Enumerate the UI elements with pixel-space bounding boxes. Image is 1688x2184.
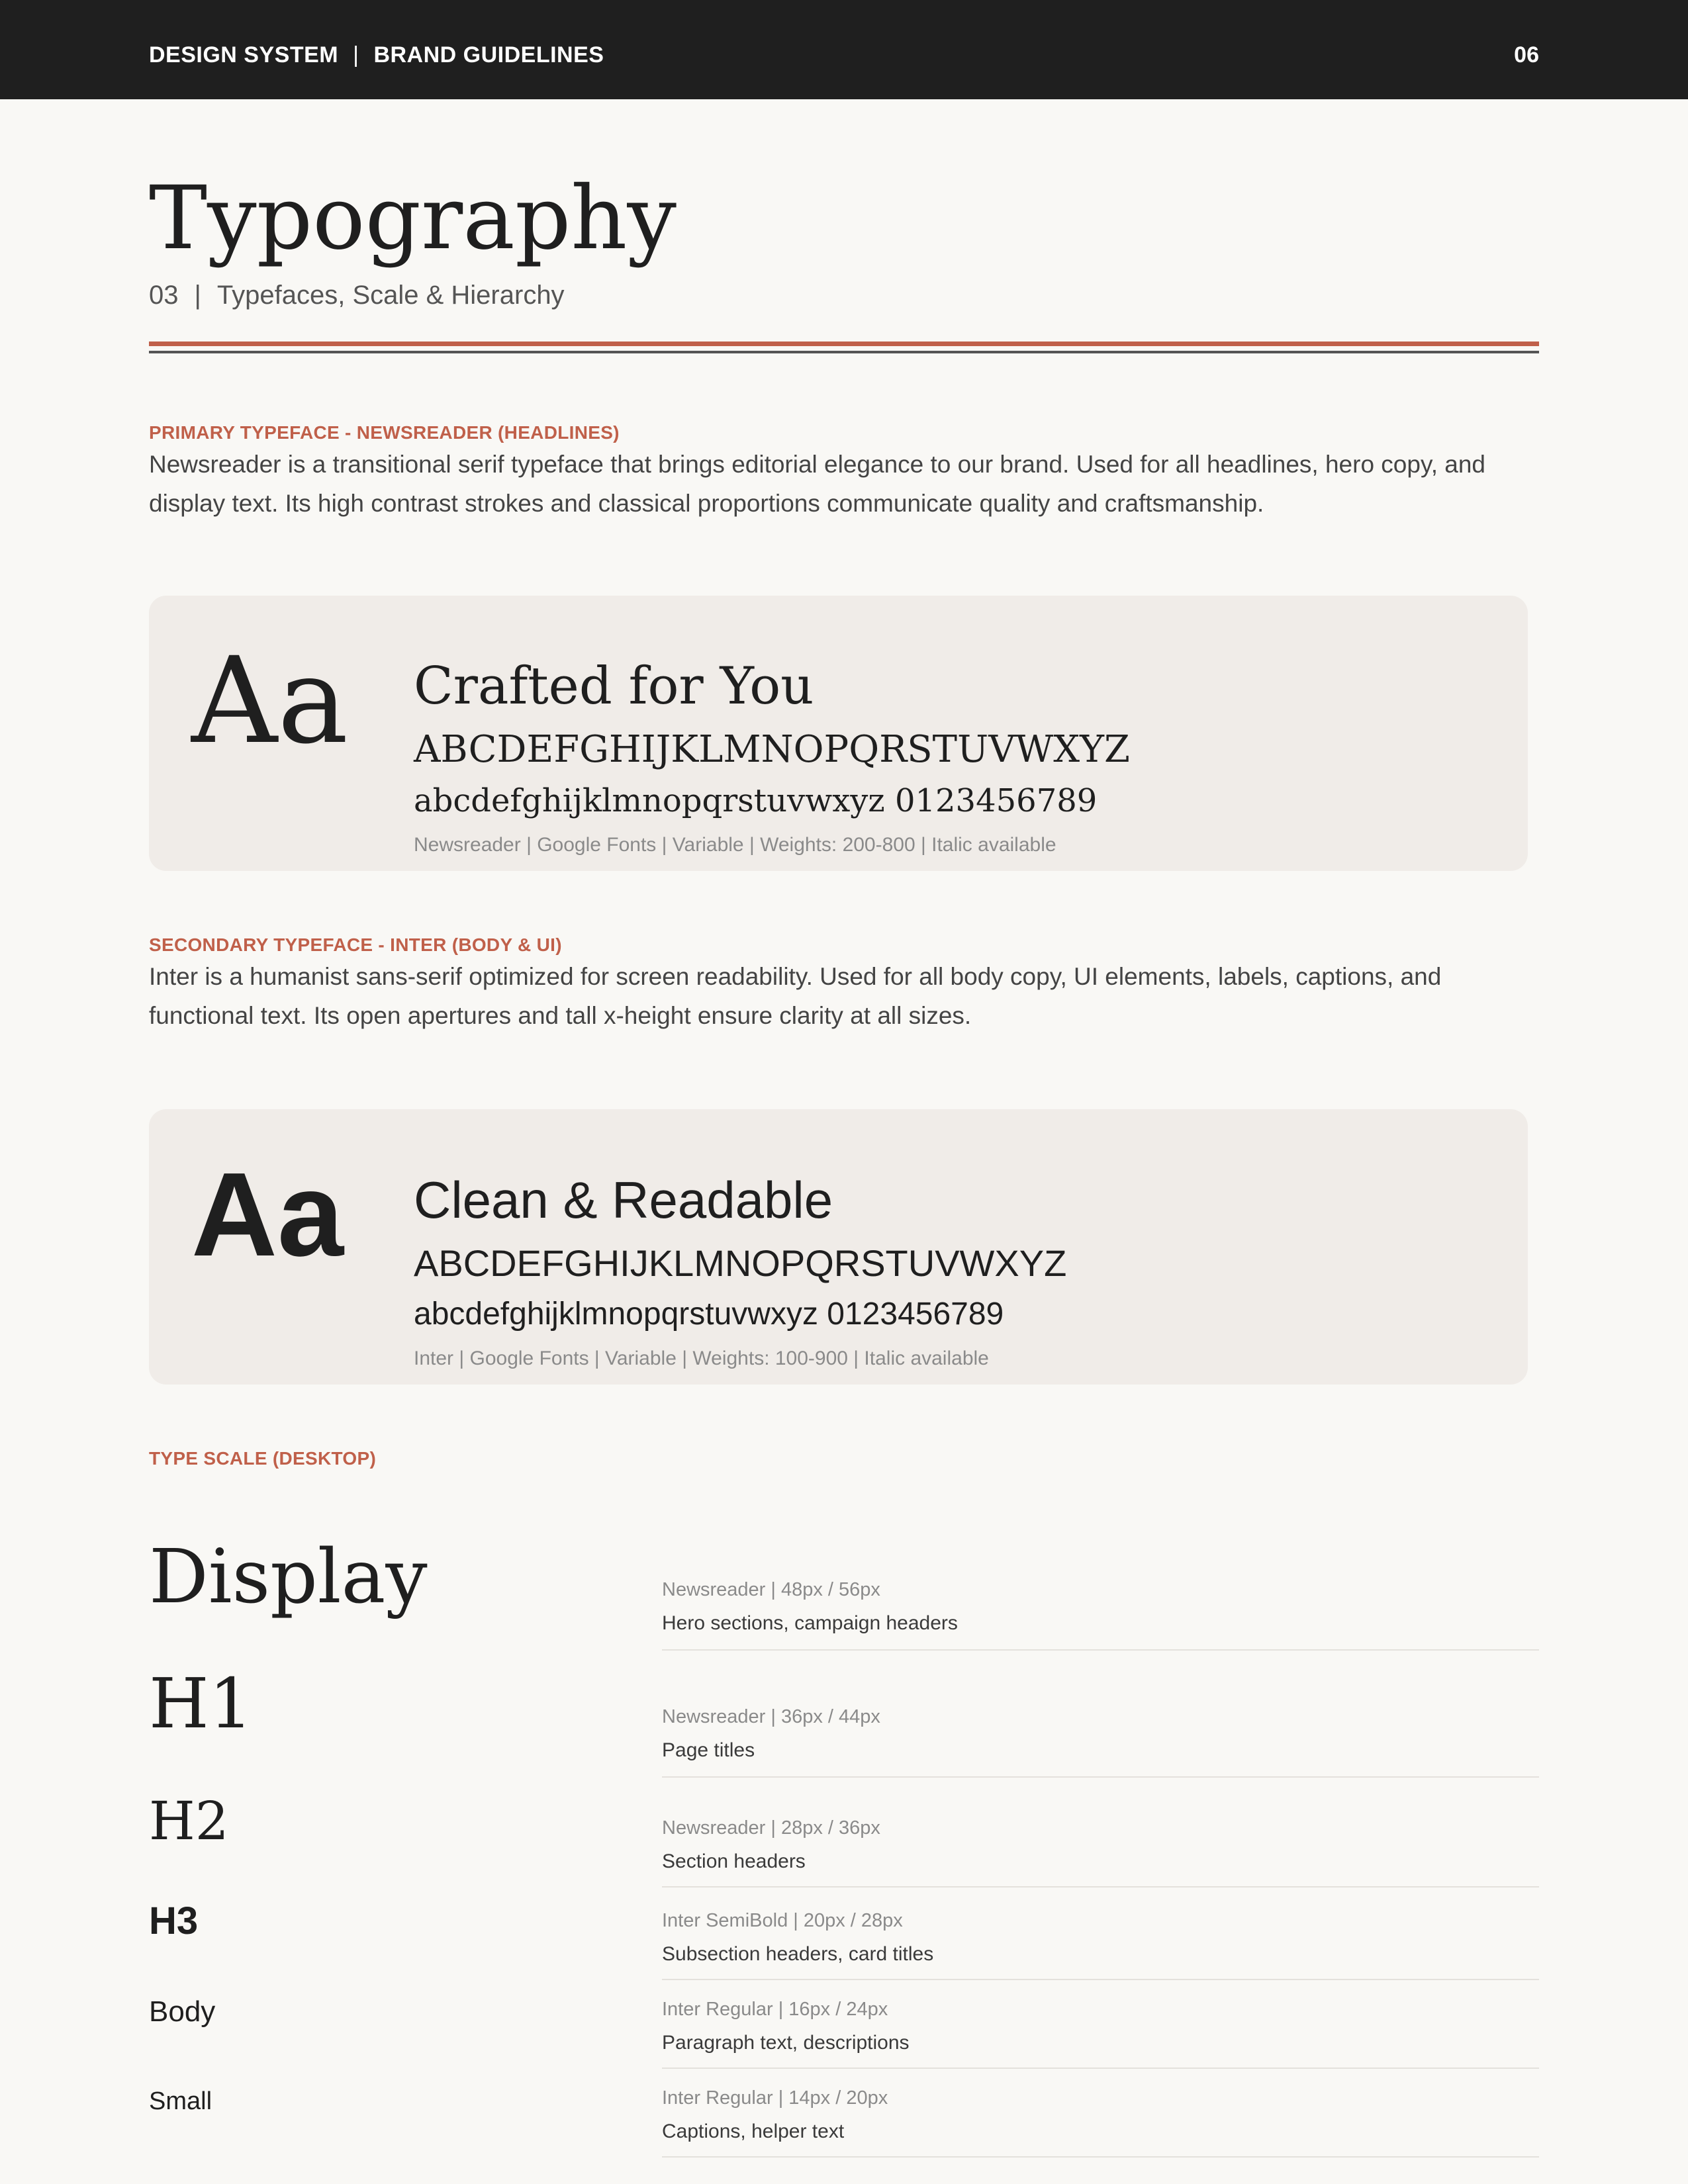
scale-spec: Inter SemiBold | 20px / 28px — [662, 1910, 903, 1931]
scale-spec: Inter Regular | 14px / 20px — [662, 2087, 888, 2109]
secondary-typeface-label: SECONDARY TYPEFACE - INTER (BODY & UI) — [149, 934, 562, 955]
secondary-typeface-description: Inter is a humanist sans-serif optimized for screen readability. Used for all body copy, UI elements, labels, captions, and functional text. Its open apertures and tall x-height ensure clarity at all sizes. — [149, 963, 1442, 1029]
primary-specimen-lowercase: abcdefghijklmnopqrstuvwxyz 0123456789 — [414, 782, 1098, 819]
primary-typeface-description: Newsreader is a transitional serif typeface that brings editorial elegance to our brand. Used for all headlines, hero copy, and display text. Its high contrast strokes and classical proportions communicate quality and craftsmanship. — [149, 451, 1486, 517]
scale-row-body — [662, 1999, 1539, 2069]
scale-name-body: Body — [149, 1995, 216, 2028]
scale-row-h1 — [662, 1706, 1539, 1778]
scale-usage: Subsection headers, card titles — [662, 1943, 934, 1965]
scale-name-h1: H1 — [149, 1663, 253, 1744]
secondary-specimen-lowercase: abcdefghijklmnopqrstuvwxyz 0123456789 — [414, 1297, 1004, 1332]
top-bar — [0, 0, 1688, 99]
scale-name-display: Display — [149, 1534, 428, 1620]
scale-spec: Newsreader | 28px / 36px — [662, 1817, 880, 1839]
primary-specimen-card — [149, 596, 1528, 871]
scale-name-small: Small — [149, 2087, 212, 2115]
secondary-specimen-meta: Inter | Google Fonts | Variable | Weights: 100-900 | Italic available — [414, 1347, 989, 1369]
primary-specimen-sample: Crafted for You — [414, 657, 814, 716]
scale-usage: Hero sections, campaign headers — [662, 1612, 958, 1634]
scale-row-display — [662, 1579, 1539, 1651]
scale-usage: Page titles — [662, 1739, 755, 1761]
scale-spec: Newsreader | 36px / 44px — [662, 1706, 880, 1727]
scale-spec: Inter Regular | 16px / 24px — [662, 1999, 888, 2020]
secondary-specimen-sample: Clean & Readable — [414, 1171, 833, 1229]
title-rule-dark — [149, 351, 1539, 353]
secondary-specimen-glyph: Aa — [191, 1148, 344, 1281]
scale-row-h3 — [662, 1910, 1539, 1980]
header-design-system: DESIGN SYSTEM — [149, 42, 339, 68]
scale-spec: Newsreader | 48px / 56px — [662, 1579, 880, 1600]
scale-row-h2 — [662, 1817, 1539, 1888]
secondary-specimen-card — [149, 1109, 1528, 1385]
scale-row-small — [662, 2087, 1539, 2158]
page-title: Typography — [149, 167, 677, 269]
header-separator: | — [353, 42, 359, 68]
primary-specimen-meta: Newsreader | Google Fonts | Variable | Weights: 200-800 | Italic available — [414, 834, 1056, 856]
scale-usage: Paragraph text, descriptions — [662, 2032, 910, 2054]
subtitle-text: Typefaces, Scale & Hierarchy — [216, 281, 565, 310]
header-brand — [149, 42, 604, 68]
page-number: 06 — [1514, 42, 1539, 68]
scale-name-h3: H3 — [149, 1899, 199, 1942]
primary-specimen-uppercase: ABCDEFGHIJKLMNOPQRSTUVWXYZ — [414, 728, 1130, 771]
scale-usage: Section headers — [662, 1850, 806, 1872]
section-number: 03 — [149, 281, 179, 310]
subtitle-separator: | — [194, 281, 201, 310]
type-scale-label: TYPE SCALE (DESKTOP) — [149, 1448, 377, 1469]
primary-specimen-glyph: Aa — [191, 632, 349, 770]
scale-name-h2: H2 — [149, 1790, 229, 1852]
primary-typeface-label: PRIMARY TYPEFACE - NEWSREADER (HEADLINES) — [149, 422, 620, 443]
title-rule-accent — [149, 341, 1539, 346]
scale-usage: Captions, helper text — [662, 2120, 845, 2142]
secondary-specimen-uppercase: ABCDEFGHIJKLMNOPQRSTUVWXYZ — [414, 1242, 1067, 1284]
header-brand-guidelines: BRAND GUIDELINES — [373, 42, 604, 68]
page-subtitle — [149, 281, 565, 310]
